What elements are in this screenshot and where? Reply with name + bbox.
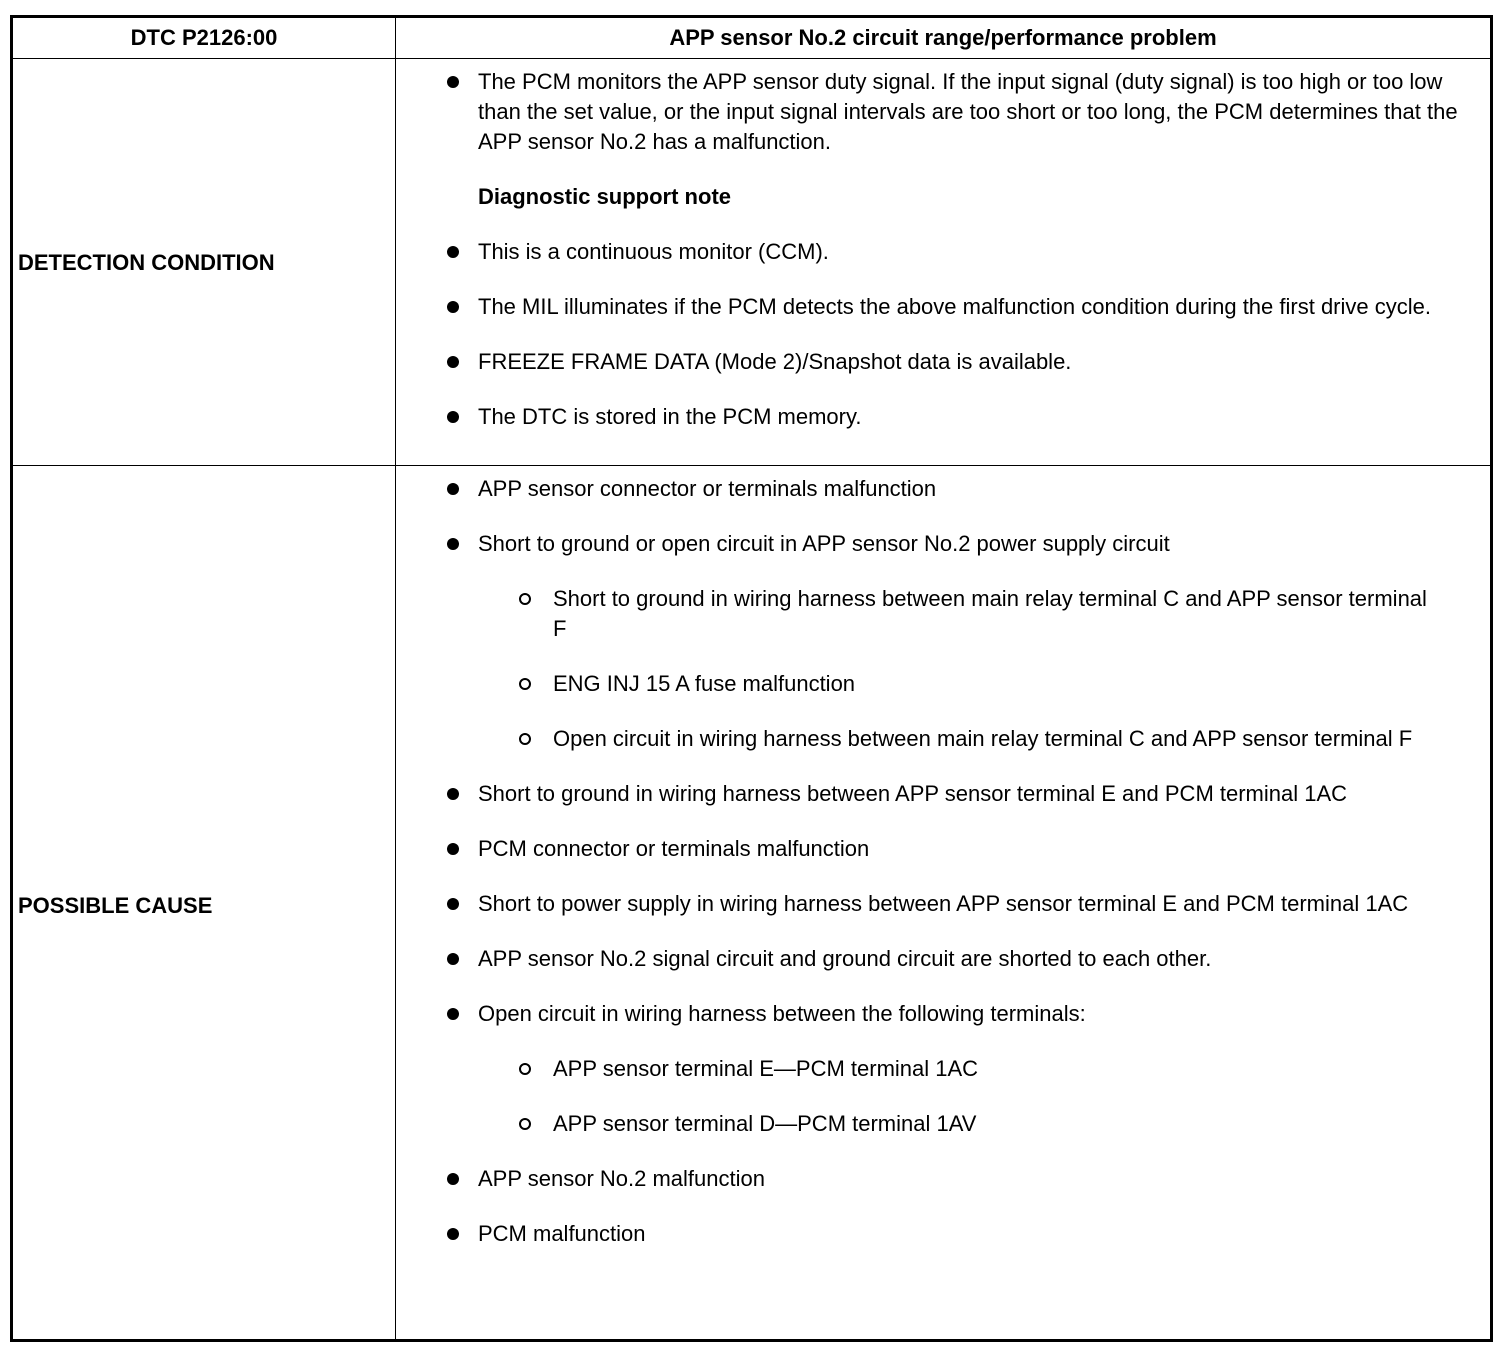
list-item: Short to ground or open circuit in APP sensor No.2 power supply circuit [396,529,1490,559]
detection-condition-list [396,67,1490,432]
sub-list-item: Open circuit in wiring harness between main relay terminal C and APP sensor terminal F [396,724,1490,754]
bullet-filled-icon [447,953,459,965]
dtc-code-header: DTC P2126:00 [130,25,278,50]
possible-cause-label: POSSIBLE CAUSE [18,893,213,918]
possible-cause-content [396,474,1490,1249]
bullet-filled-icon [447,356,459,368]
list-item: Open circuit in wiring harness between the following terminals: [396,999,1490,1029]
list-item: PCM connector or terminals malfunction [396,834,1490,864]
bullet-hollow-icon [519,733,531,745]
bullet-filled-icon [447,246,459,258]
row-divider [13,465,1490,466]
bullet-filled-icon [447,1008,459,1020]
bullet-filled-icon [447,788,459,800]
list-item: The MIL illuminates if the PCM detects the above malfunction condition during the first drive cycle. [396,292,1490,322]
bullet-hollow-icon [519,593,531,605]
detection-condition-label: DETECTION CONDITION [18,250,275,275]
bullet-hollow-icon [519,678,531,690]
list-item: The PCM monitors the APP sensor duty signal. If the input signal (duty signal) is too high or too low than the set value, or the input signal intervals are too short or too long, the PCM determines that the APP sensor No.2 has a malfunction. [396,67,1490,157]
bullet-filled-icon [447,1173,459,1185]
bullet-filled-icon [447,411,459,423]
bullet-hollow-icon [519,1118,531,1130]
header-divider [13,58,1490,59]
bullet-filled-icon [447,538,459,550]
possible-cause-list [396,474,1490,1249]
diagnostic-support-note-heading: Diagnostic support note [478,184,731,209]
list-item: The DTC is stored in the PCM memory. [396,402,1490,432]
bullet-filled-icon [447,76,459,88]
sub-list-item: APP sensor terminal E—PCM terminal 1AC [396,1054,1490,1084]
list-item: APP sensor No.2 signal circuit and ground circuit are shorted to each other. [396,944,1490,974]
list-item: Short to ground in wiring harness between APP sensor terminal E and PCM terminal 1AC [396,779,1490,809]
sub-list-item: ENG INJ 15 A fuse malfunction [396,669,1490,699]
list-item: APP sensor No.2 malfunction [396,1164,1490,1194]
bullet-filled-icon [447,898,459,910]
bullet-filled-icon [447,301,459,313]
list-item: APP sensor connector or terminals malfunction [396,474,1490,504]
dtc-table [10,15,1493,1342]
list-item: This is a continuous monitor (CCM). [396,237,1490,267]
detection-condition-content [396,67,1490,432]
list-item: FREEZE FRAME DATA (Mode 2)/Snapshot data is available. [396,347,1490,377]
bullet-filled-icon [447,483,459,495]
list-item: Short to power supply in wiring harness between APP sensor terminal E and PCM terminal 1AC [396,889,1490,919]
bullet-filled-icon [447,843,459,855]
bullet-filled-icon [447,1228,459,1240]
dtc-description-header: APP sensor No.2 circuit range/performance problem [669,25,1217,50]
list-item: PCM malfunction [396,1219,1490,1249]
bullet-hollow-icon [519,1063,531,1075]
sub-list-item: APP sensor terminal D—PCM terminal 1AV [396,1109,1490,1139]
sub-list-item: Short to ground in wiring harness between main relay terminal C and APP sensor terminal F [396,584,1490,644]
